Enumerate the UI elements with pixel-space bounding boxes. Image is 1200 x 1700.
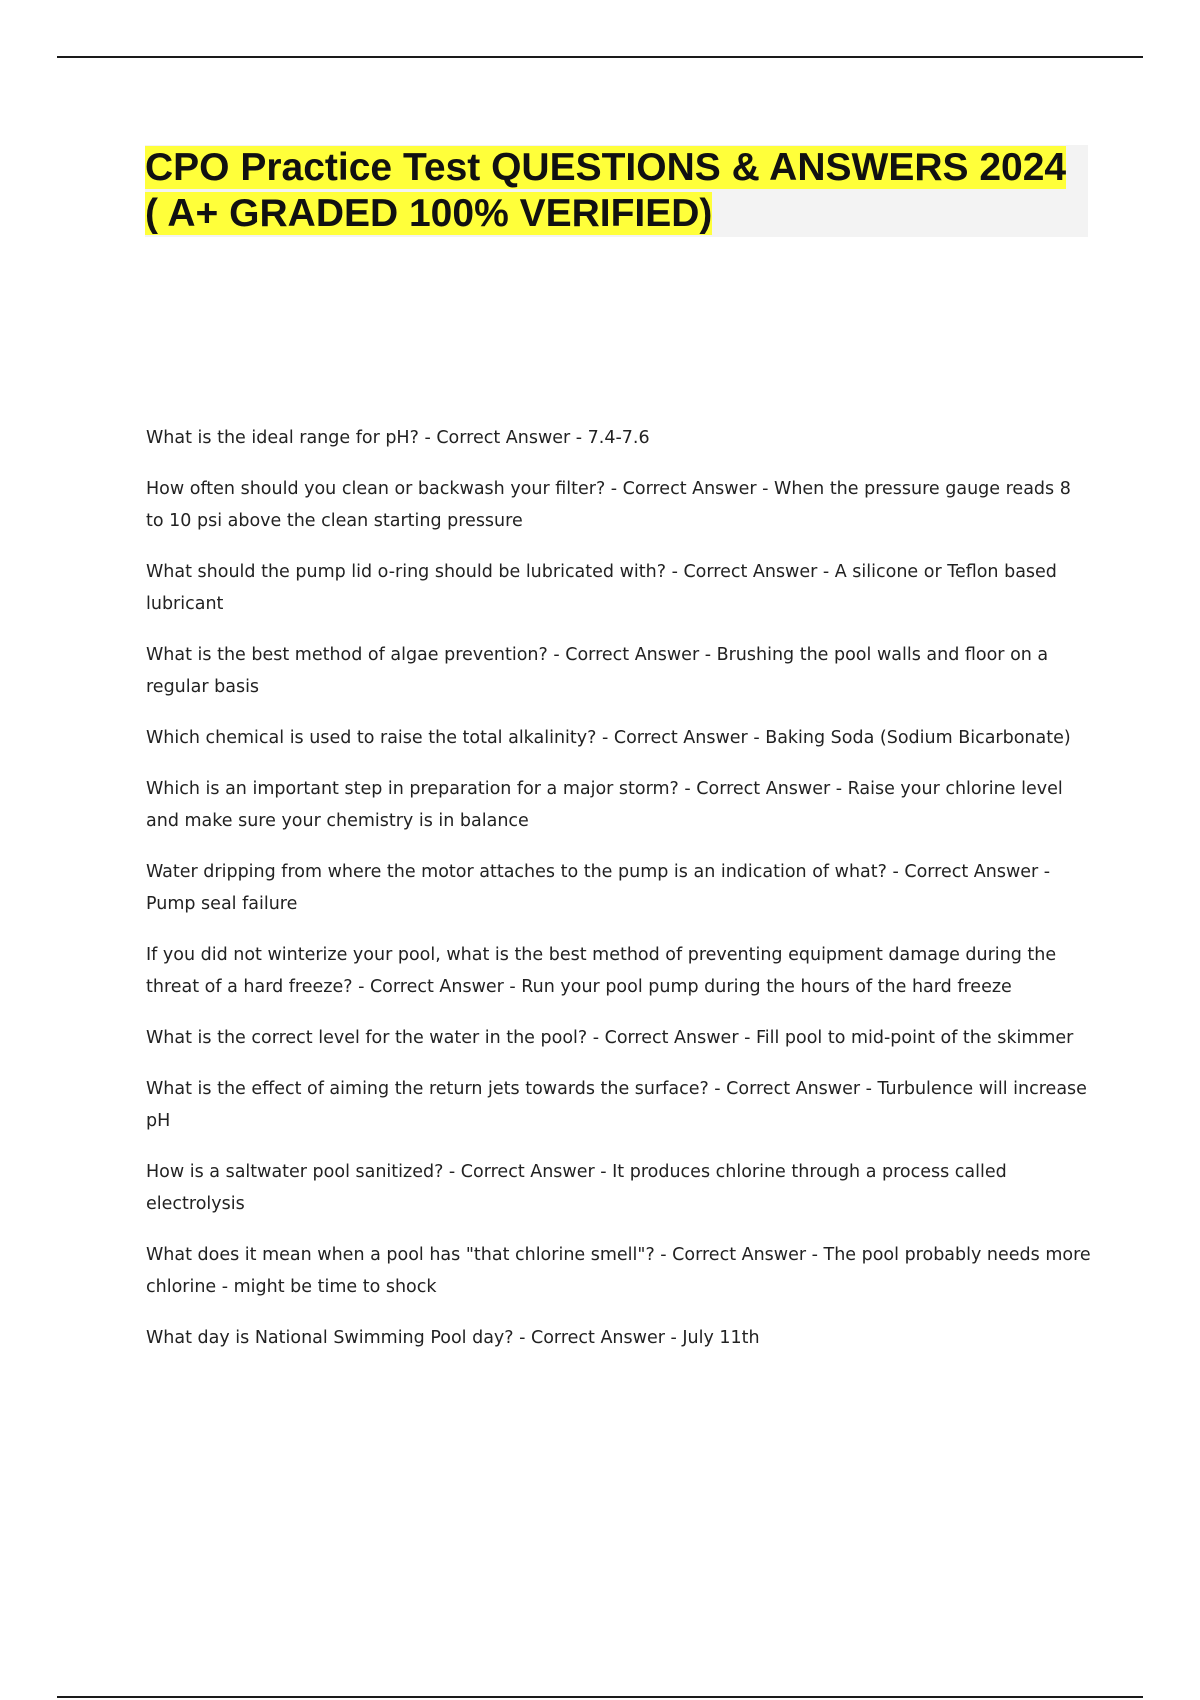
qa-item: Which chemical is used to raise the total alkalinity? - Correct Answer - Baking Soda (Sodium Bicarbonate) xyxy=(146,728,1071,748)
header-rule xyxy=(57,56,1143,58)
title-block xyxy=(145,145,1088,237)
qa-item: How is a saltwater pool sanitized? - Correct Answer - It produces chlorine through a process called electrolysis xyxy=(146,1162,1007,1214)
qa-item: What does it mean when a pool has "that chlorine smell"? - Correct Answer - The pool probably needs more chlorine - might be time to shock xyxy=(146,1245,1091,1297)
qa-item: What is the effect of aiming the return jets towards the surface? - Correct Answer - Turbulence will increase pH xyxy=(146,1079,1087,1131)
qa-item: What is the correct level for the water in the pool? - Correct Answer - Fill pool to mid-point of the skimmer xyxy=(146,1028,1074,1048)
qa-item: What is the best method of algae prevention? - Correct Answer - Brushing the pool walls and floor on a regular basis xyxy=(146,645,1049,697)
qa-item: If you did not winterize your pool, what is the best method of preventing equipment damage during the threat of a hard freeze? - Correct Answer - Run your pool pump during the hours of the hard freeze xyxy=(146,945,1057,997)
document-title xyxy=(145,145,1088,237)
qa-item: What is the ideal range for pH? - Correct Answer - 7.4-7.6 xyxy=(146,428,650,448)
qa-item: What should the pump lid o-ring should be lubricated with? - Correct Answer - A silicone or Teflon based lubricant xyxy=(146,562,1057,614)
qa-item: What day is National Swimming Pool day? - Correct Answer - July 11th xyxy=(146,1328,760,1348)
qa-item: How often should you clean or backwash your filter? - Correct Answer - When the pressure gauge reads 8 to 10 psi above the clean starting pressure xyxy=(146,479,1071,531)
footer-rule xyxy=(57,1696,1143,1698)
document-title-highlight: CPO Practice Test QUESTIONS & ANSWERS 2024 ( A+ GRADED 100% VERIFIED) xyxy=(145,146,1067,235)
qa-item: Which is an important step in preparation for a major storm? - Correct Answer - Raise your chlorine level and make sure your chemistry is in balance xyxy=(146,779,1063,831)
qa-item: Water dripping from where the motor attaches to the pump is an indication of what? - Correct Answer - Pump seal failure xyxy=(146,862,1051,914)
qa-list xyxy=(146,422,1091,1373)
